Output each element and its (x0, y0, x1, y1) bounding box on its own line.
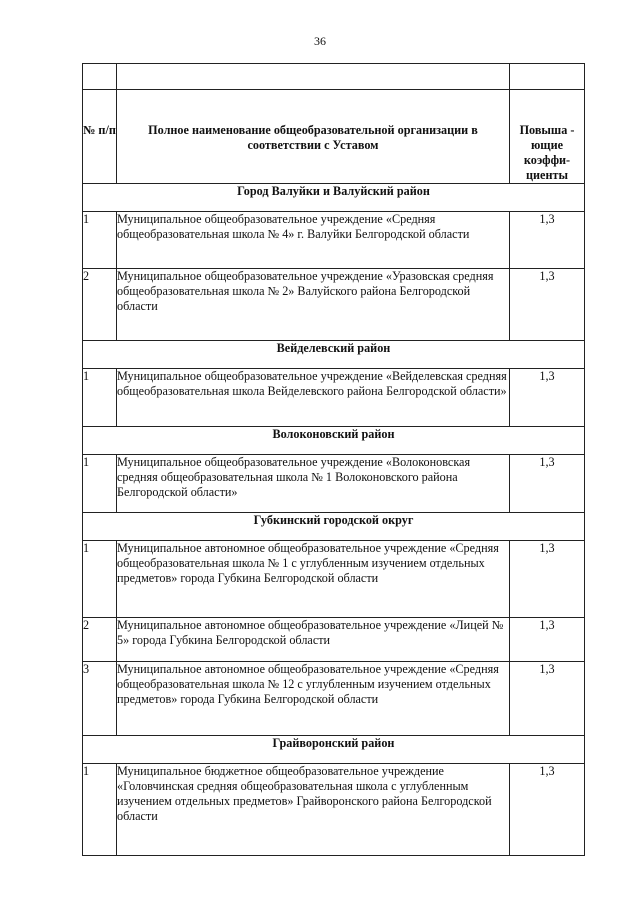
row-name: Муниципальное бюджетное общеобразовательное учреждение «Головчинская средняя общеобразовательная школа с углубленным изучением отдельных предметов» Грайворонского района Белгородской области (117, 764, 510, 856)
table-row (83, 662, 585, 736)
row-num: 2 (83, 269, 117, 341)
table-row (83, 212, 585, 269)
row-coef: 1,3 (510, 212, 585, 269)
row-name: Муниципальное общеобразовательное учреждение «Средняя общеобразовательная школа № 4» г. Валуйки Белгородской области (117, 212, 510, 269)
row-name: Муниципальное общеобразовательное учреждение «Вейделевская средняя общеобразовательная школа Вейделевского района Белгородской области» (117, 369, 510, 427)
region-row (83, 184, 585, 212)
schools-table (82, 63, 585, 856)
row-name: Муниципальное автономное общеобразовательное учреждение «Средняя общеобразовательная школа № 12 с углубленным изучением отдельных предметов» города Губкина Белгородской области (117, 662, 510, 736)
region-row (83, 736, 585, 764)
row-num: 1 (83, 455, 117, 513)
region-title: Город Валуйки и Валуйский район (83, 184, 585, 212)
table-row (83, 369, 585, 427)
region-row (83, 513, 585, 541)
row-num: 2 (83, 618, 117, 662)
region-row (83, 341, 585, 369)
region-title: Грайворонский район (83, 736, 585, 764)
row-num: 3 (83, 662, 117, 736)
header-name: Полное наименование общеобразовательной организации в соответствии с Уставом (117, 90, 510, 184)
row-coef: 1,3 (510, 662, 585, 736)
table-row (83, 269, 585, 341)
row-name: Муниципальное общеобразовательное учреждение «Уразовская средняя общеобразовательная школа № 2» Валуйского района Белгородской области (117, 269, 510, 341)
blank-top-row (83, 64, 585, 90)
header-coef: Повыша - ющие коэффи- циенты (510, 90, 585, 184)
row-name: Муниципальное автономное общеобразовательное учреждение «Лицей № 5» города Губкина Белгородской области (117, 618, 510, 662)
row-name: Муниципальное общеобразовательное учреждение «Волоконовская средняя общеобразовательная школа № 1 Волоконовского района Белгородской области» (117, 455, 510, 513)
row-num: 1 (83, 541, 117, 618)
row-coef: 1,3 (510, 764, 585, 856)
table-row (83, 541, 585, 618)
row-num: 1 (83, 212, 117, 269)
row-coef: 1,3 (510, 269, 585, 341)
row-coef: 1,3 (510, 541, 585, 618)
row-coef: 1,3 (510, 369, 585, 427)
row-coef: 1,3 (510, 455, 585, 513)
table-row (83, 455, 585, 513)
row-coef: 1,3 (510, 618, 585, 662)
header-row (83, 90, 585, 184)
table-row (83, 764, 585, 856)
region-title: Волоконовский район (83, 427, 585, 455)
region-row (83, 427, 585, 455)
header-num: № п/п (83, 90, 117, 184)
row-name: Муниципальное автономное общеобразовательное учреждение «Средняя общеобразовательная школа № 1 с углубленным изучением отдельных предметов» города Губкина Белгородской области (117, 541, 510, 618)
row-num: 1 (83, 764, 117, 856)
region-title: Вейделевский район (83, 341, 585, 369)
region-title: Губкинский городской округ (83, 513, 585, 541)
row-num: 1 (83, 369, 117, 427)
table-row (83, 618, 585, 662)
page-number: 36 (314, 34, 326, 48)
